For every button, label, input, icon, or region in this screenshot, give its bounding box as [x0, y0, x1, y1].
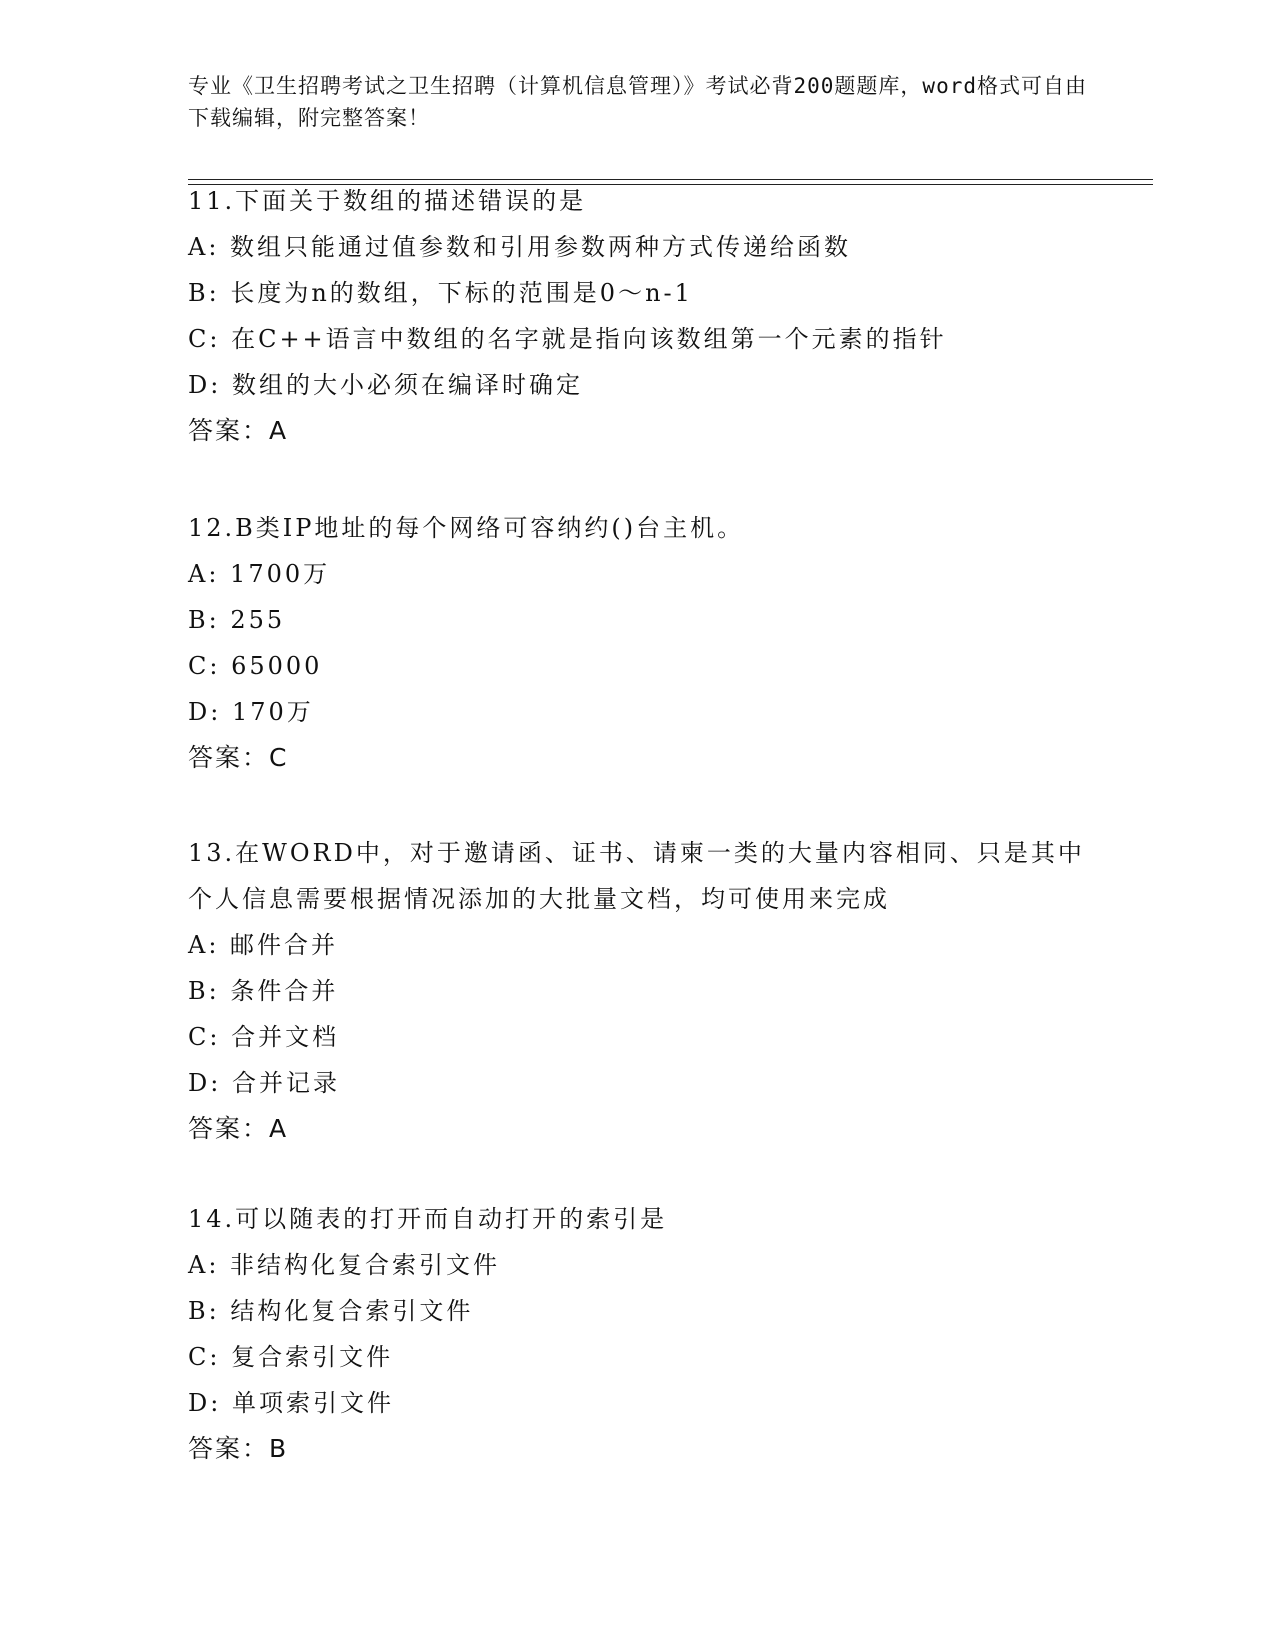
question-stem: 11.下面关于数组的描述错误的是 [188, 187, 587, 215]
option-c: C: 复合索引文件 [188, 1343, 394, 1371]
option-d: D: 数组的大小必须在编译时确定 [188, 371, 583, 399]
option-d: D: 合并记录 [188, 1069, 340, 1097]
option-c: C: 合并文档 [188, 1023, 340, 1051]
question-stem: 13.在WORD中，对于邀请函、证书、请柬一类的大量内容相同、只是其中个人信息需要根据情况添加的大批量文档，均可使用来完成 [188, 839, 1085, 913]
option-d: D: 单项索引文件 [188, 1389, 394, 1417]
option-a: A: 非结构化复合索引文件 [188, 1251, 501, 1279]
option-c: C: 65000 [188, 652, 323, 680]
document-header: 专业《卫生招聘考试之卫生招聘（计算机信息管理）》考试必背200题题库，word格式可自由下载编辑，附完整答案！ [188, 74, 1087, 130]
option-a: A: 邮件合并 [188, 931, 339, 959]
question-stem: 12.B类IP地址的每个网络可容纳约()台主机。 [188, 514, 745, 542]
answer: 答案：B [188, 1434, 289, 1463]
answer: 答案：A [188, 1114, 289, 1143]
option-a: A: 1700万 [188, 560, 331, 588]
answer: 答案：A [188, 416, 289, 445]
option-d: D: 170万 [188, 698, 314, 726]
question-stem: 14.可以随表的打开而自动打开的索引是 [188, 1205, 668, 1233]
option-b: B: 条件合并 [188, 977, 339, 1005]
option-a: A: 数组只能通过值参数和引用参数两种方式传递给函数 [188, 233, 852, 261]
option-b: B: 结构化复合索引文件 [188, 1297, 474, 1325]
option-c: C: 在C++语言中数组的名字就是指向该数组第一个元素的指针 [188, 325, 947, 353]
option-b: B: 255 [188, 606, 286, 634]
question-14 [188, 1196, 1108, 1472]
answer: 答案：C [188, 743, 289, 772]
question-12 [188, 505, 1108, 781]
question-13 [188, 830, 1108, 1152]
option-b: B: 长度为n的数组，下标的范围是0～n-1 [188, 279, 693, 307]
question-11 [188, 178, 1108, 454]
